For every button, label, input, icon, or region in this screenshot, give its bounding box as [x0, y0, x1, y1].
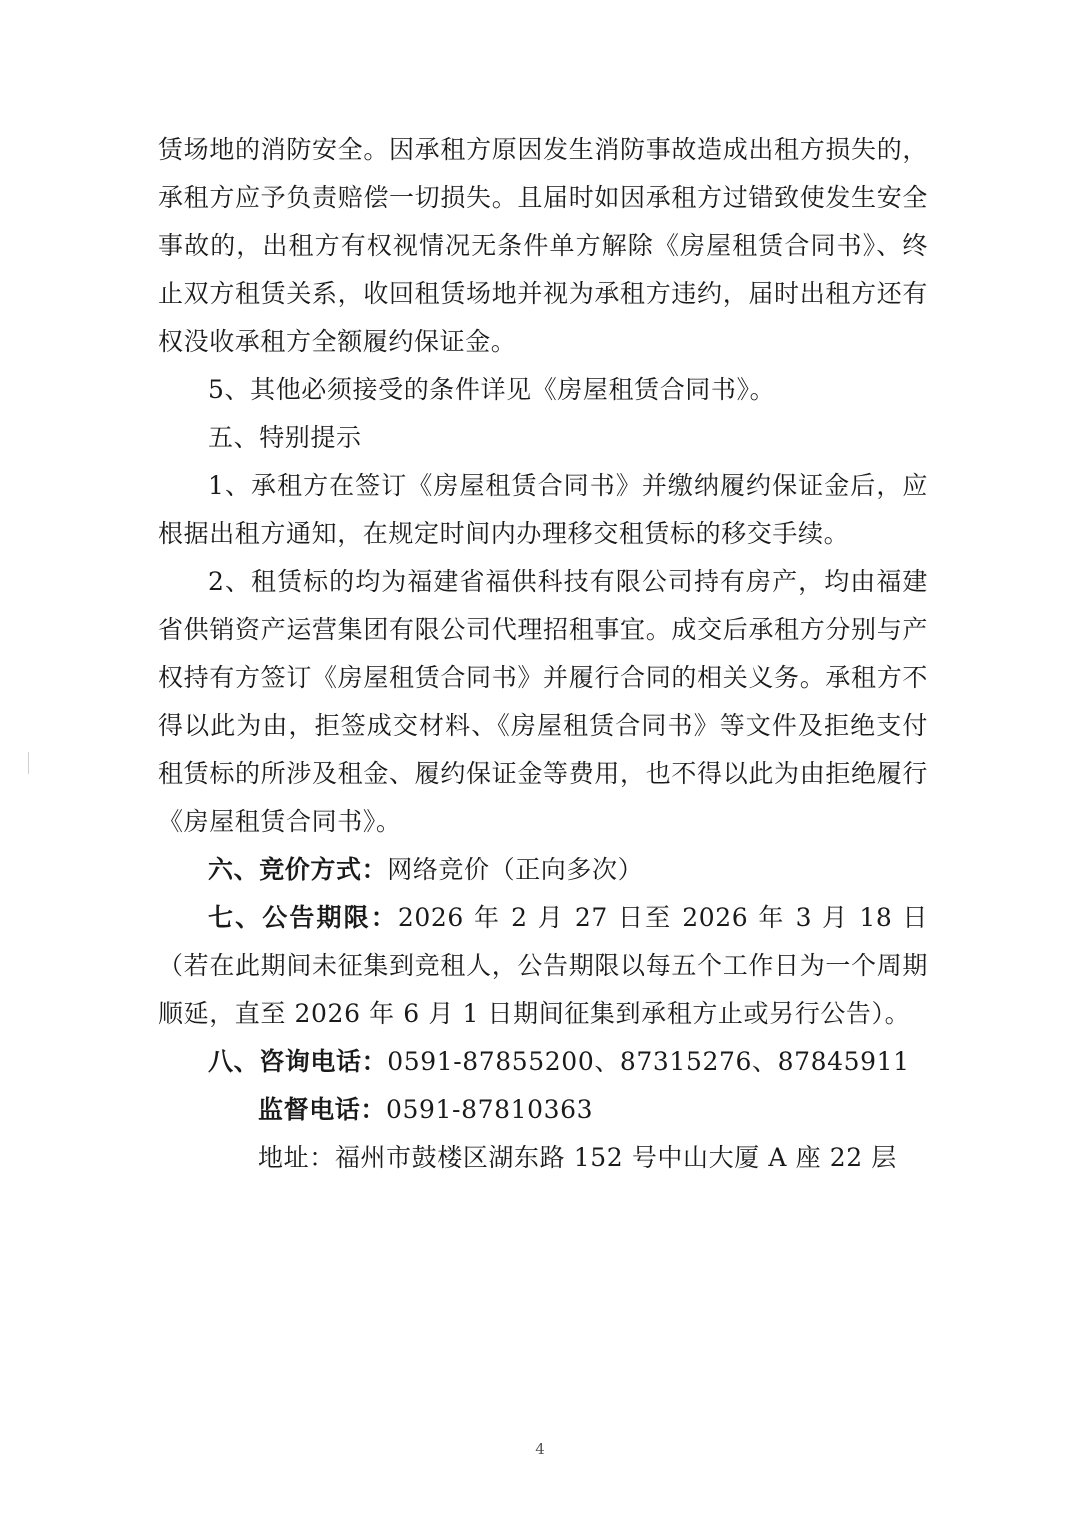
- supervise-phone-value: 0591-87810363: [386, 1095, 594, 1124]
- consult-phone-label: 八、咨询电话：: [208, 1047, 388, 1076]
- paragraph-handover: 1、承租方在签订《房屋租赁合同书》并缴纳履约保证金后，应根据出租方通知，在规定时间内办理移交租赁标的移交手续。: [158, 471, 928, 548]
- supervise-phone-label: 监督电话：: [258, 1095, 387, 1124]
- paragraph-notice-period: [158, 894, 928, 1038]
- paragraph-property-ownership: 2、租赁标的均为福建省福供科技有限公司持有房产，均由福建省供销资产运营集团有限公司代理招租事宜。成交后承租方分别与产权持有方签订《房屋租赁合同书》并履行合同的相关义务。承租方不得以此为由，拒签成交材料、《房屋租赁合同书》等文件及拒绝支付租赁标的所涉及租金、履约保证金等费用，也不得以此为由拒绝履行《房屋租赁合同书》。: [158, 567, 928, 836]
- consult-phone-value: 0591-87855200、87315276、87845911: [387, 1047, 910, 1076]
- paragraph-fire-safety: 赁场地的消防安全。因承租方原因发生消防事故造成出租方损失的，承租方应予负责赔偿一切损失。且届时如因承租方过错致使发生安全事故的，出租方有权视情况无条件单方解除《房屋租赁合同书》、终止双方租赁关系，收回租赁场地并视为承租方违约，届时出租方还有权没收承租方全额履约保证金。: [158, 135, 928, 356]
- scan-margin-mark: [28, 752, 29, 774]
- bidding-method-value: 网络竞价（正向多次）: [387, 855, 644, 884]
- address-line: [158, 1134, 928, 1182]
- page-number: 4: [535, 1440, 545, 1458]
- notice-period-label: 七、公告期限：: [208, 903, 398, 932]
- document-body: [158, 126, 928, 1182]
- notice-period-value: 2026 年 2 月 27 日至 2026 年 3 月 18 日（若在此期间未征集到竞租人，公告期限以每五个工作日为一个周期顺延，直至 2026 年 6 月 1 日期间征集到承租方止或另行公告）。: [158, 903, 929, 1028]
- paragraph-other-conditions: 5、其他必须接受的条件详见《房屋租赁合同书》。: [208, 375, 776, 404]
- section-heading-special-notes: 五、特别提示: [208, 423, 362, 452]
- consult-phone-line: [158, 1038, 928, 1086]
- address-label: 地址：: [258, 1143, 335, 1172]
- supervise-phone-line: [158, 1086, 928, 1134]
- bidding-method-label: 六、竞价方式：: [208, 855, 388, 884]
- paragraph-bidding-method: [158, 846, 928, 894]
- address-value: 福州市鼓楼区湖东路 152 号中山大厦 A 座 22 层: [334, 1143, 897, 1172]
